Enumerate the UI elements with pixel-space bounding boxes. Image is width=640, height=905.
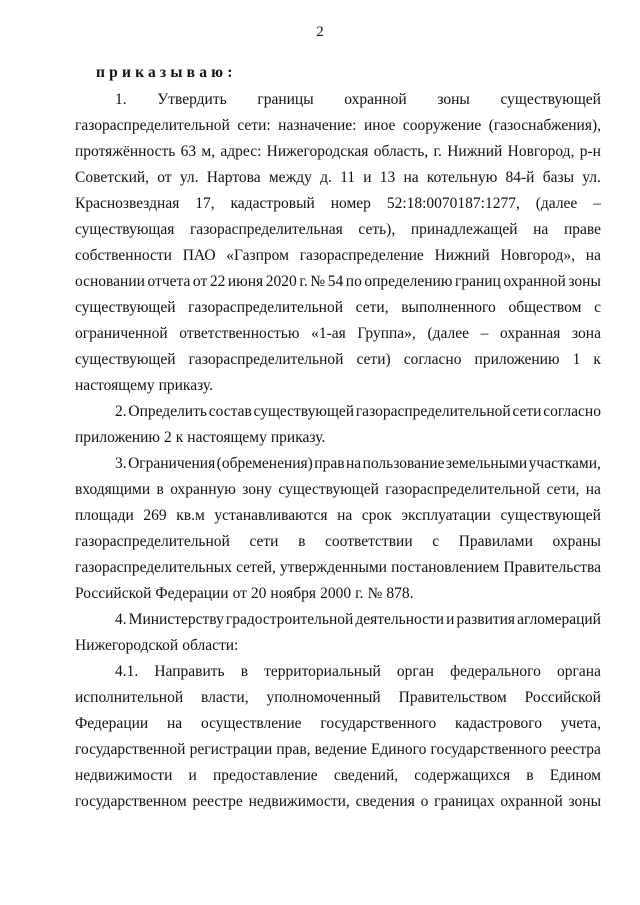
text-line: газораспределительной сети: назначение: иное сооружение (газоснабжения), <box>75 117 601 134</box>
text-line: существующая газораспределительная сеть), принадлежащей на праве <box>75 221 601 238</box>
text-line: Краснозвездная 17, кадастровый номер 52:18:0070187:1277, (далее – <box>75 195 601 212</box>
text-line: 3. Ограничения (обременения) прав на пользование земельными участками, <box>115 455 601 472</box>
text-line: входящими в охранную зону существующей газораспределительной сети, на <box>75 481 601 498</box>
text-line: существующей газораспределительной сети) согласно приложению 1 к <box>75 351 601 368</box>
text-line: газораспределительной сети в соответствии с Правилами охраны <box>75 533 601 550</box>
text-line: приложению 2 к настоящему приказу. <box>75 429 326 446</box>
text-line: Российской Федерации от 20 ноября 2000 г. № 878. <box>75 585 414 602</box>
text-line: государственной регистрации прав, ведение Единого государственного реестра <box>75 741 601 758</box>
text-line: Советский, от ул. Нартова между д. 11 и 13 на котельную 84-й базы ул. <box>75 169 601 186</box>
text-line: собственности ПАО «Газпром газораспределение Нижний Новгород», на <box>75 247 601 264</box>
text-line: существующей газораспределительной сети, выполненного обществом с <box>75 299 601 316</box>
text-line: 4.1. Направить в территориальный орган федерального органа <box>115 663 601 680</box>
text-line: 1. Утвердить границы охранной зоны существующей <box>115 91 601 108</box>
text-line: исполнительной власти, уполномоченный Правительством Российской <box>75 689 601 706</box>
text-line: государственном реестре недвижимости, сведения о границах охранной зоны <box>75 793 601 810</box>
text-line: площади 269 кв.м устанавливаются на срок эксплуатации существующей <box>75 507 601 524</box>
text-line: ограниченной ответственностью «1-ая Группа», (далее – охранная зона <box>75 325 601 342</box>
text-line: настоящему приказу. <box>75 377 213 394</box>
text-line: основании отчета от 22 июня 2020 г. № 54 по определению границ охранной зоны <box>75 273 601 290</box>
text-line: Нижегородской области: <box>75 637 239 654</box>
text-line: 4. Министерству градостроительной деятельности и развития агломераций <box>115 611 601 628</box>
order-heading: приказываю: <box>96 64 237 81</box>
text-line: протяжённость 63 м, адрес: Нижегородская область, г. Нижний Новгород, р-н <box>75 143 601 160</box>
text-line: Федерации на осуществление государственного кадастрового учета, <box>75 715 601 732</box>
text-line: недвижимости и предоставление сведений, содержащихся в Едином <box>75 767 601 784</box>
text-line: 2. Определить состав существующей газораспределительной сети согласно <box>115 403 601 420</box>
text-line: газораспределительных сетей, утвержденными постановлением Правительства <box>75 559 601 576</box>
body-text <box>75 87 601 815</box>
page-number: 2 <box>316 24 324 40</box>
